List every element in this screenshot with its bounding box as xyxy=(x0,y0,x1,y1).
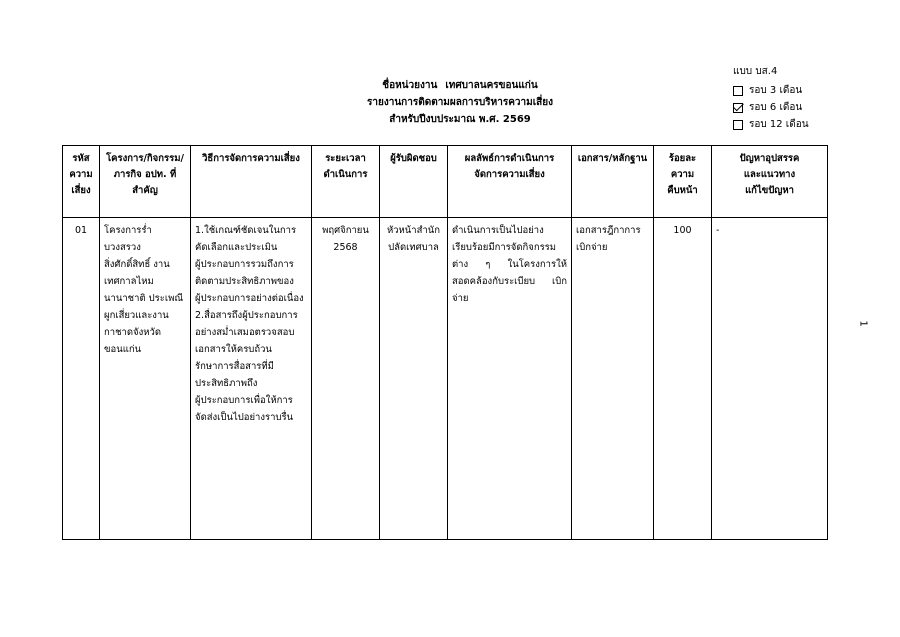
cell-progress: 100 xyxy=(654,218,712,540)
cell-issues: - xyxy=(712,218,828,540)
column-header-project: โครงการ/กิจกรรม/ ภารกิจ อปท. ที่ สำคัญ xyxy=(100,146,191,218)
cell-project: โครงการร่ำบวงสรวง สิ่งศักดิ์สิทธิ์ งาน เทศกาลไหม นานาชาติ ประเพณี ผูกเสี่ยวและงาน กาชาดจังหวัด ขอนแก่น xyxy=(100,218,191,540)
cell-risk-code: 01 xyxy=(63,218,100,540)
checkbox-checked-icon[interactable] xyxy=(733,103,743,113)
column-header-issues: ปัญหาอุปสรรค และแนวทาง แก้ไขปัญหา xyxy=(712,146,828,218)
fiscal-year: สำหรับปีงบประมาณ พ.ศ. 2569 xyxy=(389,114,531,125)
report-title: รายงานการติดตามผลการบริหารความเสี่ยง xyxy=(366,97,553,108)
checkbox-icon[interactable] xyxy=(733,120,743,130)
risk-report-table xyxy=(62,145,828,540)
period-option-12-months[interactable] xyxy=(733,116,809,133)
report-period-options xyxy=(733,82,809,133)
period-option-3-months[interactable] xyxy=(733,82,809,99)
cell-responsible: หัวหน้าสำนัก ปลัดเทศบาล xyxy=(380,218,448,540)
column-header-result: ผลลัพธ์การดำเนินการ จัดการความเสี่ยง xyxy=(448,146,572,218)
cell-management: 1.ใช้เกณฑ์ชัดเจนในการ คัดเลือกและประเมิน ผู้ประกอบการรวมถึงการ ติดตามประสิทธิภาพของ ผู้ประกอบการอย่างต่อเนื่อง 2.สื่อสารถึงผู้ประกอบการ อย่างสม่ำเสมอตรวจสอบ เอกสารให้ครบถ้วน รักษาการสื่อสารที่มี ประสิทธิภาพถึง ผู้ประกอบการเพื่อให้การ จัดส่งเป็นไปอย่างราบรื่น xyxy=(191,218,312,540)
organization-name: เทศบาลนครขอนแก่น xyxy=(445,80,538,91)
column-header-period: ระยะเวลา ดำเนินการ xyxy=(312,146,380,218)
table-header-row xyxy=(63,146,828,218)
column-header-progress: ร้อยละ ความ คืบหน้า xyxy=(654,146,712,218)
period-label: รอบ 3 เดือน xyxy=(749,85,803,96)
checkbox-icon[interactable] xyxy=(733,86,743,96)
table-row xyxy=(63,218,828,540)
cell-result: ดำเนินการเป็นไปอย่าง เรียบร้อยมีการจัดกิจกรรม ต่าง ๆ ในโครงการให้ สอดคล้องกับระเบียบ เบิกจ่าย xyxy=(448,218,572,540)
organization-label: ชื่อหน่วยงาน xyxy=(382,80,438,91)
page-number: 1 xyxy=(857,320,869,327)
period-label: รอบ 12 เดือน xyxy=(749,119,809,130)
cell-evidence: เอกสารฎีกาการ เบิกจ่าย xyxy=(572,218,654,540)
period-label: รอบ 6 เดือน xyxy=(749,102,803,113)
column-header-risk-code: รหัส ความ เสี่ยง xyxy=(63,146,100,218)
column-header-management: วิธีการจัดการความเสี่ยง xyxy=(191,146,312,218)
cell-period: พฤศจิกายน 2568 xyxy=(312,218,380,540)
period-option-6-months[interactable] xyxy=(733,99,809,116)
column-header-evidence: เอกสาร/หลักฐาน xyxy=(572,146,654,218)
organization-line xyxy=(300,77,620,94)
form-code: แบบ บส.4 xyxy=(733,66,778,77)
column-header-responsible: ผู้รับผิดชอบ xyxy=(380,146,448,218)
report-header xyxy=(300,77,620,128)
